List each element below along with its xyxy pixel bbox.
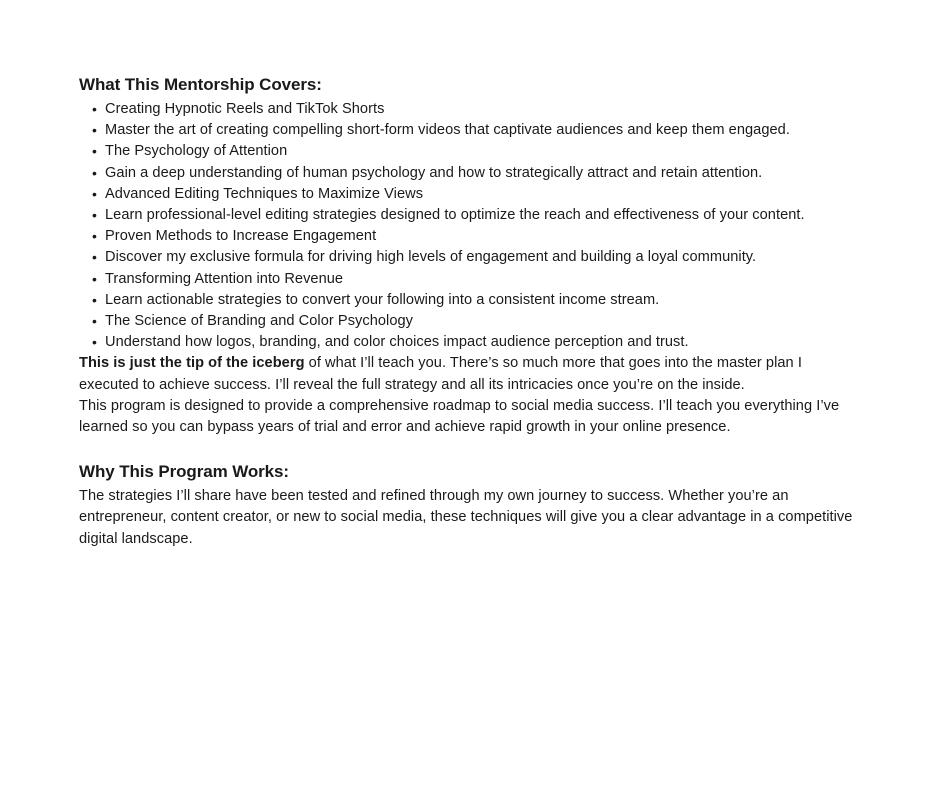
list-item: • Proven Methods to Increase Engagement — [79, 226, 862, 247]
why-program-works-paragraph: The strategies I’ll share have been tested and refined through my own journey to success. Whether you’re an entrepreneur, content creator, or new to social media, these techniques will give you a clear advantage in a competitive digital landscape. — [79, 488, 853, 547]
mentorship-covers-list — [79, 99, 862, 353]
list-item: • Discover my exclusive formula for driving high levels of engagement and building a loyal community. — [79, 247, 862, 268]
list-item: • Understand how logos, branding, and color choices impact audience perception and trust. — [79, 332, 862, 353]
list-item: • Learn actionable strategies to convert your following into a consistent income stream. — [79, 290, 862, 311]
list-item: • The Psychology of Attention — [79, 141, 862, 162]
list-item: • Gain a deep understanding of human psychology and how to strategically attract and retain attention. — [79, 163, 862, 184]
list-item: • The Science of Branding and Color Psychology — [79, 311, 862, 332]
mentorship-covers-heading: What This Mentorship Covers: — [79, 75, 322, 94]
list-item: • Advanced Editing Techniques to Maximize Views — [79, 184, 862, 205]
list-item: • Transforming Attention into Revenue — [79, 269, 862, 290]
roadmap-paragraph: This program is designed to provide a comprehensive roadmap to social media success. I’ll teach you everything I’ve learned so you can bypass years of trial and error and achieve rapid growth in your online presence. — [79, 397, 840, 436]
iceberg-paragraph-rest: of what I’ll teach you. There’s so much more that goes into the master plan I executed to achieve success. I’ll reveal the full strategy and all its intricacies once you’re on the inside. — [79, 355, 802, 393]
list-item: • Master the art of creating compelling short-form videos that captivate audiences and keep them engaged. — [79, 120, 862, 141]
why-program-works-heading: Why This Program Works: — [79, 462, 289, 482]
iceberg-paragraph — [79, 353, 862, 395]
list-item: • Creating Hypnotic Reels and TikTok Shorts — [79, 99, 862, 120]
iceberg-bold-lead: This is just the tip of the iceberg — [79, 355, 305, 372]
list-item: • Learn professional-level editing strategies designed to optimize the reach and effectiveness of your content. — [79, 205, 862, 226]
document-content — [79, 74, 862, 550]
